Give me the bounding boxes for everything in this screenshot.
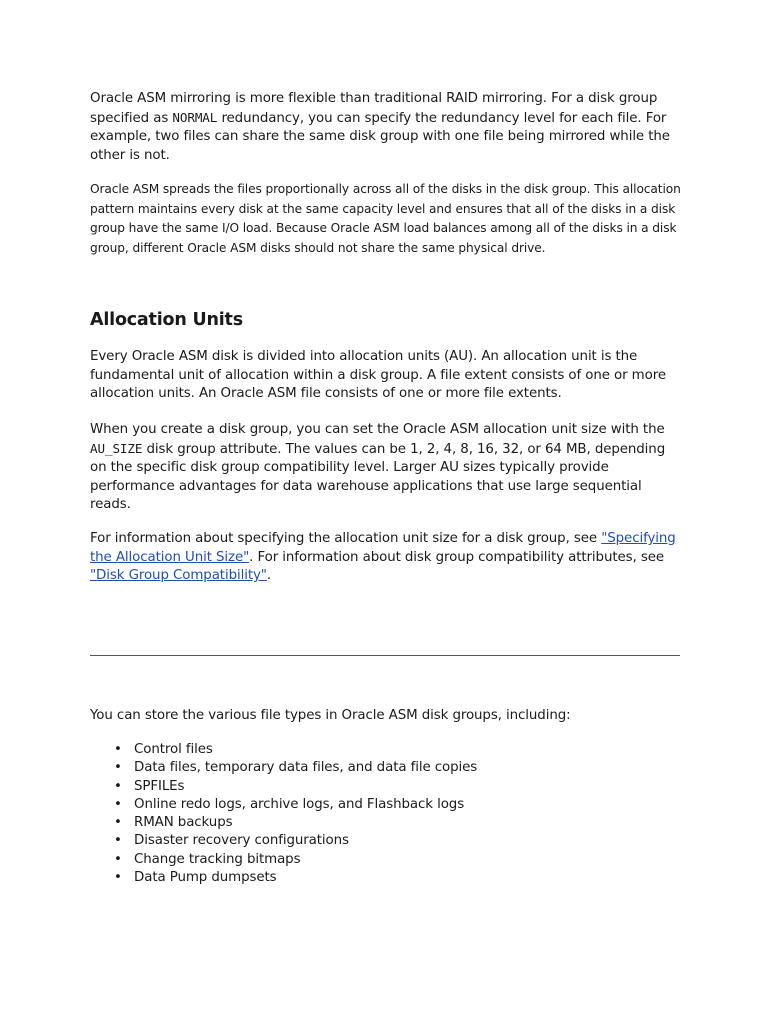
spreading-text-2: load. Because Oracle ASM load balances among all of the disks in a disk group, different Oracle ASM disks should not share the same physical drive. xyxy=(90,221,677,255)
file-types-intro: You can store the various file types in Oracle ASM disk groups, including: xyxy=(90,708,571,723)
bullet-icon: • xyxy=(114,815,122,831)
bullet-icon: • xyxy=(114,742,122,757)
au-size-text-1: When you create a disk group, you can set the Oracle ASM allocation unit size with the xyxy=(90,422,665,437)
au-size-code: AU_SIZE xyxy=(90,440,143,456)
normal-code: NORMAL xyxy=(172,109,218,125)
list-item xyxy=(90,869,682,887)
bullet-icon: • xyxy=(114,778,122,794)
bullet-icon: • xyxy=(114,796,122,812)
list-item xyxy=(90,759,682,777)
mirroring-text-2: redundancy, you can specify the redundancy level for each file. For example, two files can share the same disk group with one file being mirrored while the other is not. xyxy=(90,110,670,163)
specifying-allocation-unit-size-link[interactable]: "Specifying the Allocation Unit Size" xyxy=(90,531,676,565)
list-item-text: Data files, temporary data files, and data file copies xyxy=(134,760,478,776)
bullet-icon: • xyxy=(114,760,122,776)
list-item-text: Online redo logs, archive logs, and Flashback logs xyxy=(134,796,465,812)
info-text-3: . xyxy=(266,568,272,583)
info-text-2: . For information about disk group compatibility attributes, see xyxy=(249,549,664,565)
bullet-icon: • xyxy=(114,833,122,849)
list-item-text: Change tracking bitmaps xyxy=(134,851,301,867)
allocation-units-paragraph-3 xyxy=(90,530,682,586)
allocation-units-heading: Allocation Units xyxy=(90,310,243,330)
file-types-list xyxy=(90,741,682,887)
list-item xyxy=(90,851,682,869)
list-item-text: RMAN backups xyxy=(134,815,233,831)
list-item xyxy=(90,778,682,796)
list-item xyxy=(90,796,682,814)
spreading-text-1: Oracle ASM spreads the files proportionally across all of the disks in the disk group. This allocation pattern maintains every disk at the same capacity level and ensures that all of the disks in a disk group have the same xyxy=(90,182,681,235)
allocation-units-paragraph-2 xyxy=(90,421,682,515)
list-item-text: Control files xyxy=(134,742,213,757)
list-item-text: Data Pump dumpsets xyxy=(134,870,277,886)
list-item xyxy=(90,832,682,850)
list-item-text: Disaster recovery configurations xyxy=(134,833,349,849)
list-item-text: SPFILEs xyxy=(134,778,185,794)
io-code: I/O xyxy=(222,221,239,235)
au-size-text-2: disk group attribute. The values can be 1, 2, 4, 8, 16, 32, or 64 MB, depending on the specific disk group compatibility level. Larger AU sizes typically provide performance advantages for data warehouse applications that use large sequential reads. xyxy=(90,441,666,512)
disk-group-compatibility-link[interactable]: "Disk Group Compatibility" xyxy=(90,568,267,583)
horizontal-divider xyxy=(90,655,680,656)
bullet-icon: • xyxy=(114,870,122,886)
allocation-units-paragraph-1: Every Oracle ASM disk is divided into allocation units (AU). An allocation unit is the fundamental unit of allocation within a disk group. A file extent consists of one or more allocation units. An Oracle ASM file consists of one or more file extents. xyxy=(90,349,666,401)
list-item xyxy=(90,814,682,832)
list-item xyxy=(90,741,682,759)
mirroring-paragraph xyxy=(90,90,682,165)
mirroring-text-1: Oracle ASM mirroring is more flexible than traditional RAID mirroring. For a disk group specified as xyxy=(90,91,658,126)
spreading-paragraph xyxy=(90,180,682,258)
info-text-1: For information about specifying the allocation unit size for a disk group, see xyxy=(90,531,602,546)
bullet-icon: • xyxy=(114,851,122,867)
